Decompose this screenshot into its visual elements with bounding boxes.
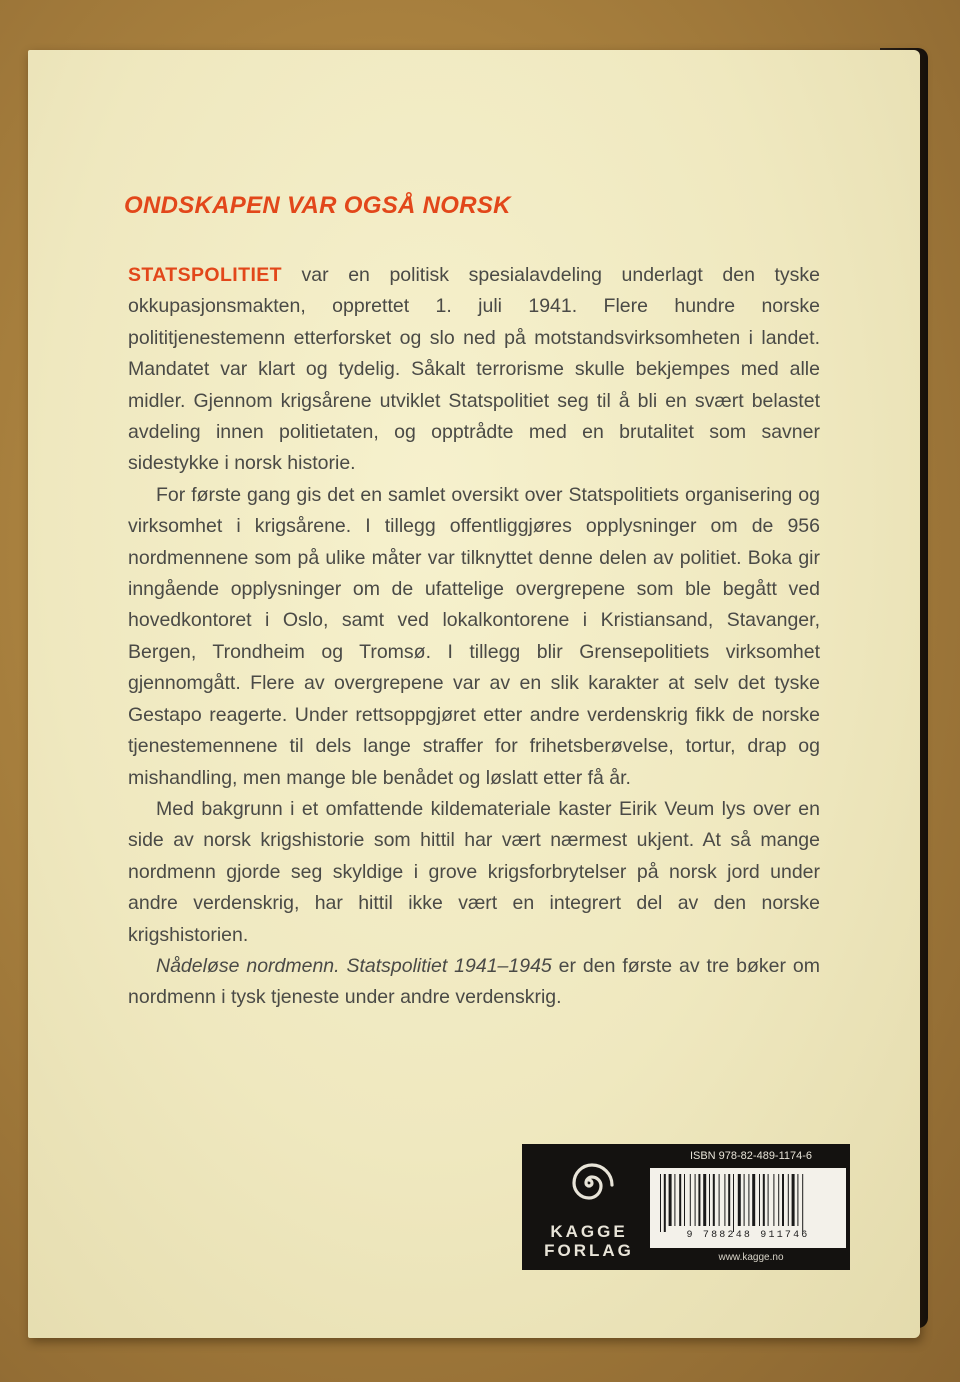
blurb-text	[128, 260, 820, 1014]
blurb-paragraph-3: Med bakgrunn i et omfattende kildemateriale kaster Eirik Veum lys over en side av norsk krigshistorie som hittil har vært nærmest ukjent. At så mange nordmenn gjorde seg skyldige i grove krigsforbrytelser på norsk jord under andre verdenskrig, har hittil ikke vært en integrert del av den norske krigshistorien.	[128, 797, 820, 946]
logo-text-kagge: KAGGE	[550, 1222, 628, 1241]
spiral-logo-icon	[564, 1158, 614, 1208]
blurb-paragraph-4	[128, 951, 820, 1014]
book-title-italic: Nådeløse nordmenn. Statspolitiet 1941–1945	[156, 954, 552, 977]
logo-text-forlag: FORLAG	[544, 1241, 634, 1260]
cover-headline: ONDSKAPEN VAR OGSÅ NORSK	[124, 192, 511, 219]
book-back-cover	[28, 50, 920, 1338]
barcode-digits: 9 788248 911746	[686, 1230, 810, 1241]
paragraph-1-body: var en politisk spesialavdeling underlagt den tyske okkupasjonsmakten, opprettet 1. juli 1941. Flere hundre norske polititjenestemenn etterforsket og slo ned på motstandsvirksomheten i landet. Mandatet var klart og tydelig. Såkalt terrorisme skulle bekjempes med alle midler. Gjennom krigsårene utviklet Statspolitiet seg til å bli en svært belastet avdeling innen politietaten, og opptrådte med en brutalitet som savner sidestykke i norsk historie.	[128, 264, 820, 475]
blurb-paragraph-1	[128, 260, 820, 480]
barcode	[650, 1168, 846, 1248]
isbn-number: ISBN 978-82-489-1174-6	[689, 1150, 813, 1162]
lead-word: STATSPOLITIET	[128, 264, 282, 286]
publisher-strip	[522, 1144, 850, 1270]
publisher-website: www.kagge.no	[718, 1252, 784, 1263]
publisher-logo	[528, 1150, 644, 1264]
barcode-bars-icon	[658, 1174, 838, 1232]
blurb-paragraph-2: For første gang gis det en samlet oversikt over Statspolitiets organisering og virksomhet i krigsårene. I tillegg offentliggjøres opplysninger om de 956 nordmennene som på ulike måter var tilknyttet denne delen av politiet. Boka gir inngående opplysninger om de ufattelige overgrepene som ble begått ved hovedkontoret i Oslo, samt ved lokalkontorene i Kristiansand, Stavanger, Bergen, Trondheim og Tromsø. I tillegg blir Grensepolitiets virksomhet gjennomgått. Flere av overgrepene var av en slik karakter at selv det tyske Gestapo reagerte. Under rettsoppgjøret etter andre verdenskrig fikk de norske tjenestemennene til dels lange straffer for frihetsberøvelse, tortur, drap og mishandling, men mange ble benådet og løslatt etter få år.	[128, 483, 820, 789]
paragraph-4-body: er den første av tre bøker om nordmenn i tysk tjeneste under andre verdenskrig.	[128, 954, 820, 1009]
